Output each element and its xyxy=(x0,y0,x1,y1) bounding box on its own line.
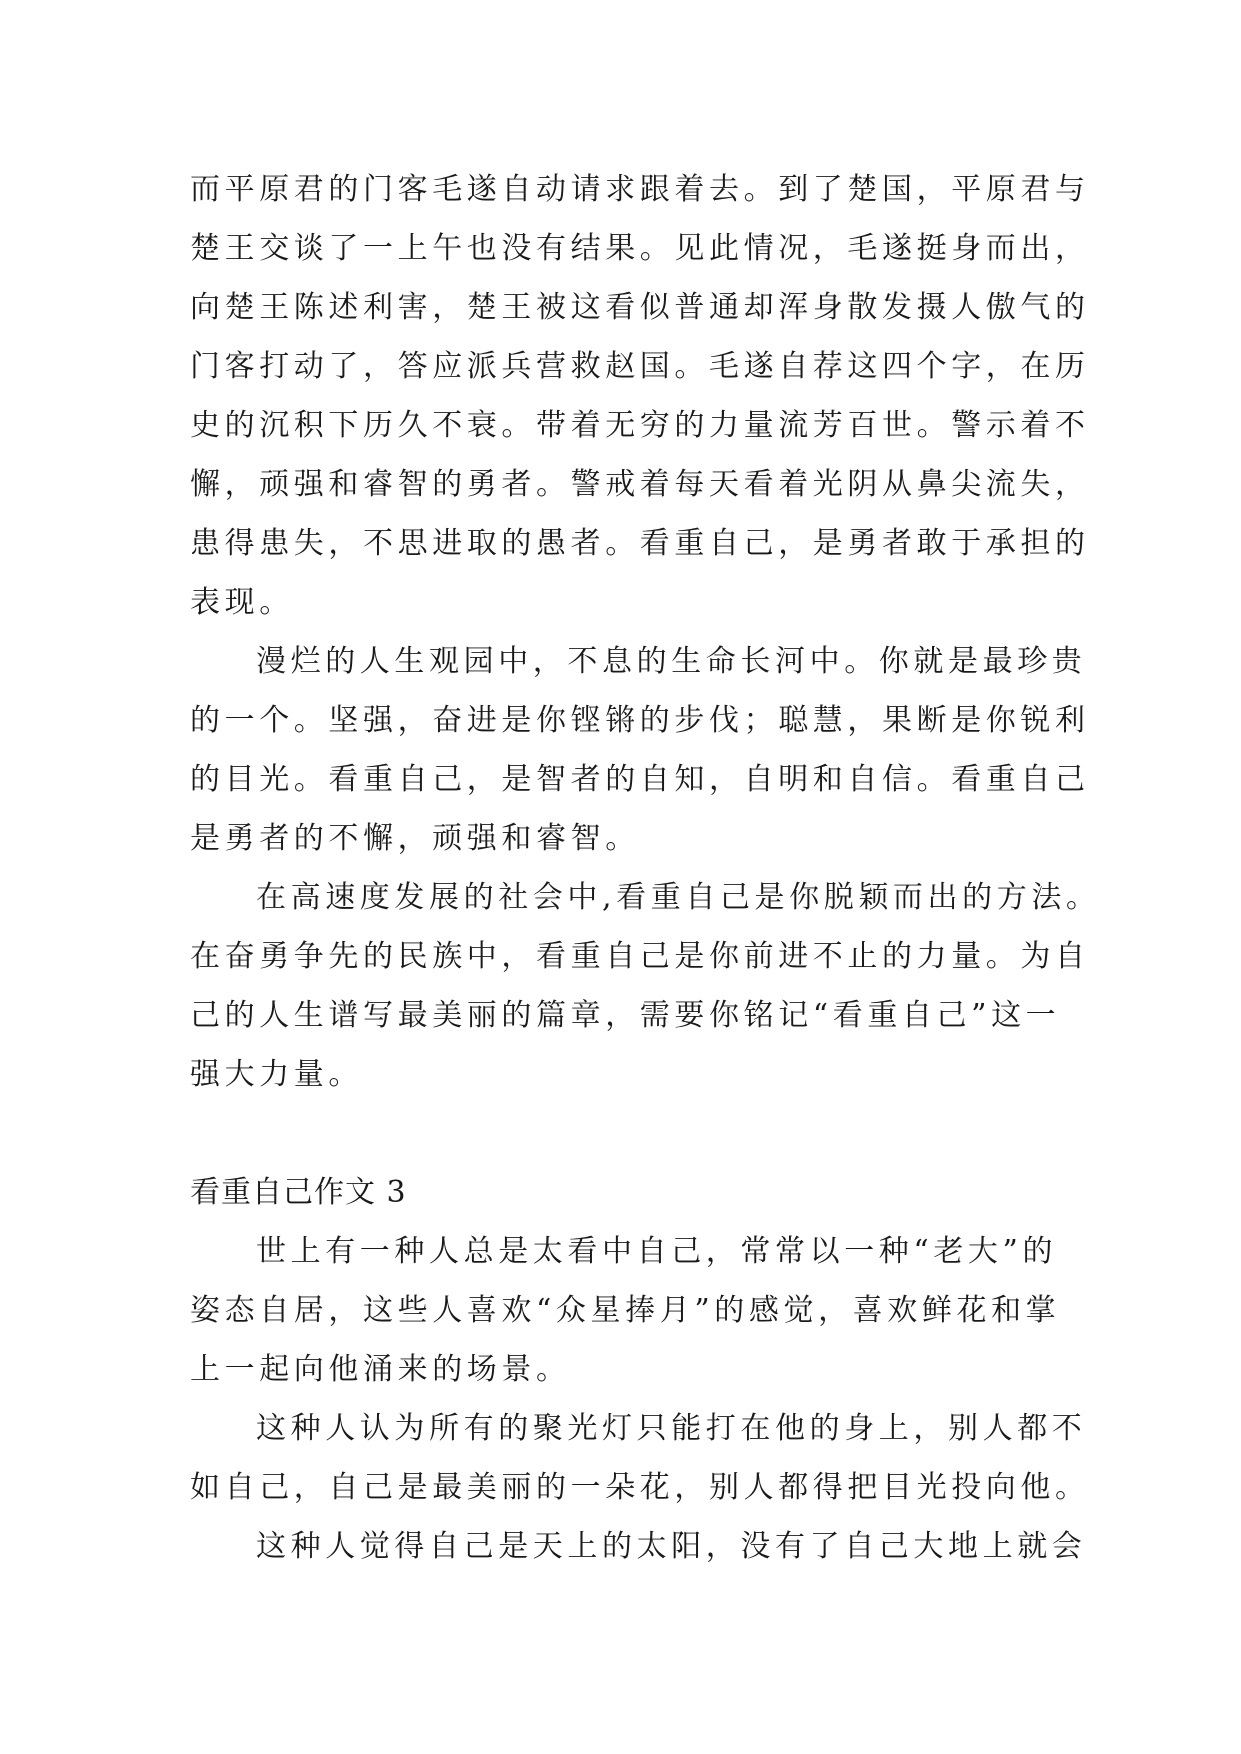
paragraph-4 xyxy=(190,1222,1070,1399)
paragraph-5 xyxy=(190,1399,1090,1517)
document-page xyxy=(190,160,1101,1576)
text-line: 门客打动了，答应派兵营救赵国。毛遂自荐这四个字，在历 xyxy=(190,349,1090,384)
paragraph-2 xyxy=(190,632,1090,868)
text-line: 懈，顽强和睿智的勇者。警戒着每天看着光阴从鼻尖流失， xyxy=(190,467,1090,502)
text-line: 表现。 xyxy=(190,585,294,620)
text-line: 己的人生谱写最美丽的篇章，需要你铭记“看重自己”这一 xyxy=(190,998,1061,1033)
text-line: 这种人认为所有的聚光灯只能打在他的身上，别人都不 xyxy=(256,1411,1087,1446)
text-line: 是勇者的不懈，顽强和睿智。 xyxy=(190,821,640,856)
paragraph-3 xyxy=(190,868,1101,1104)
text-line: 史的沉积下历久不衰。带着无穷的力量流芳百世。警示着不 xyxy=(190,408,1090,443)
text-line: 这种人觉得自己是天上的太阳，没有了自己大地上就会 xyxy=(256,1529,1087,1564)
text-line: 上一起向他涌来的场景。 xyxy=(190,1352,571,1387)
text-line: 的目光。看重自己，是智者的自知，自明和自信。看重自己 xyxy=(190,762,1090,797)
text-line: 漫烂的人生观园中，不息的生命长河中。你就是最珍贵 xyxy=(256,644,1087,679)
text-line: 世上有一种人总是太看中自己，常常以一种“老大”的 xyxy=(256,1234,1058,1269)
section-spacer xyxy=(190,1104,1070,1163)
text-line: 向楚王陈述利害，楚王被这看似普通却浑身散发摄人傲气的 xyxy=(190,290,1090,325)
paragraph-6 xyxy=(190,1517,1087,1576)
text-line: 的一个。坚强，奋进是你铿锵的步伐；聪慧，果断是你锐利 xyxy=(190,703,1090,738)
text-line: 如自己，自己是最美丽的一朵花，别人都得把目光投向他。 xyxy=(190,1470,1090,1505)
text-line: 楚王交谈了一上午也没有结果。见此情况，毛遂挺身而出， xyxy=(190,231,1090,266)
text-line: 而平原君的门客毛遂自动请求跟着去。到了楚国，平原君与 xyxy=(190,172,1090,207)
text-line: 姿态自居，这些人喜欢“众星捧月”的感觉，喜欢鲜花和掌 xyxy=(190,1293,1061,1328)
text-line: 在奋勇争先的民族中，看重自己是你前进不止的力量。为自 xyxy=(190,939,1090,974)
text-line: 患得患失，不思进取的愚者。看重自己，是勇者敢于承担的 xyxy=(190,526,1090,561)
text-line: 在高速度发展的社会中,看重自己是你脱颖而出的方法。 xyxy=(256,880,1101,915)
text-line: 强大力量。 xyxy=(190,1057,363,1092)
paragraph-1 xyxy=(190,160,1090,632)
section-title: 看重自己作文 3 xyxy=(190,1175,407,1210)
